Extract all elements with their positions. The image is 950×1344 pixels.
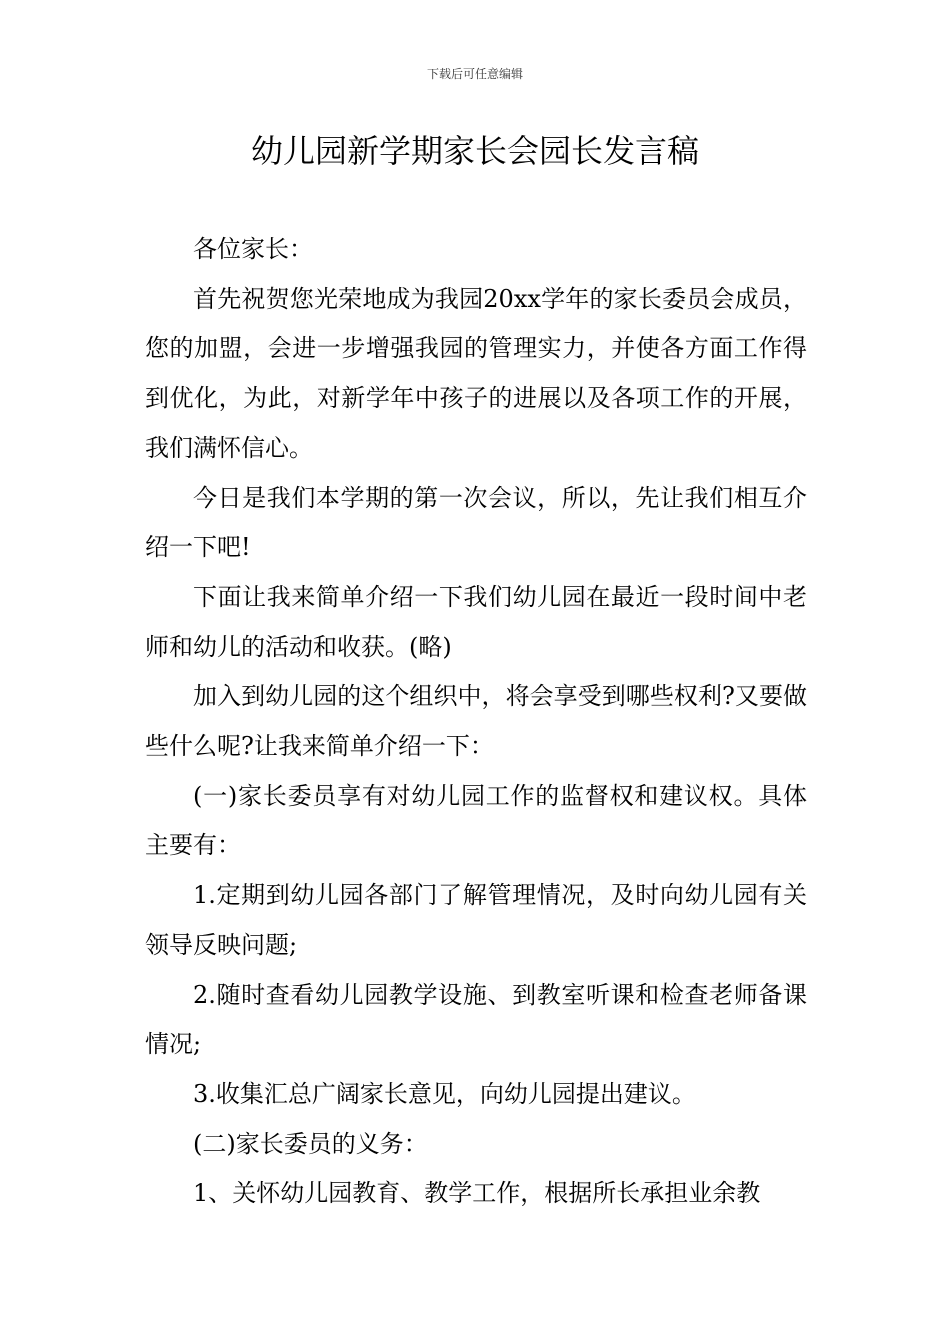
paragraph-section-heading: (一)家长委员享有对幼儿园工作的监督权和建议权。具体主要有： [145,781,807,860]
list-item: 1、关怀幼儿园教育、教学工作，根据所长承担业余教 [193,1179,761,1208]
document-title: 幼儿园新学期家长会园长发言稿 [250,132,699,170]
list-item: 1.定期到幼儿园各部门了解管理情况，及时向幼儿园有关领导反映问题; [145,881,807,959]
paragraph: 下面让我来简单介绍一下我们幼儿园在最近一段时间中老师和幼儿的活动和收获。(略) [145,582,807,661]
list-item: 2.随时查看幼儿园教学设施、到教室听课和检查老师备课情况; [145,980,807,1059]
paragraph: 首先祝贺您光荣地成为我园20xx学年的家长委员会成员，您的加盟，会进一步增强我园的管理实力，并使各方面工作得到优化，为此，对新学年中孩子的进展以及各项工作的开展，我们满怀信心。 [145,284,807,462]
paragraph-section-heading: (二)家长委员的义务： [193,1129,428,1158]
paragraph: 加入到幼儿园的这个组织中，将会享受到哪些权利?又要做些什么呢?让我来简单介绍一下： [145,682,807,761]
list-item: 3.收集汇总广阔家长意见，向幼儿园提出建议。 [193,1079,696,1108]
paragraph: 今日是我们本学期的第一次会议，所以，先让我们相互介绍一下吧! [145,483,807,562]
paragraph-salutation: 各位家长： [193,235,313,263]
header-note: 下载后可任意编辑 [426,67,523,81]
document-body [145,225,807,1219]
